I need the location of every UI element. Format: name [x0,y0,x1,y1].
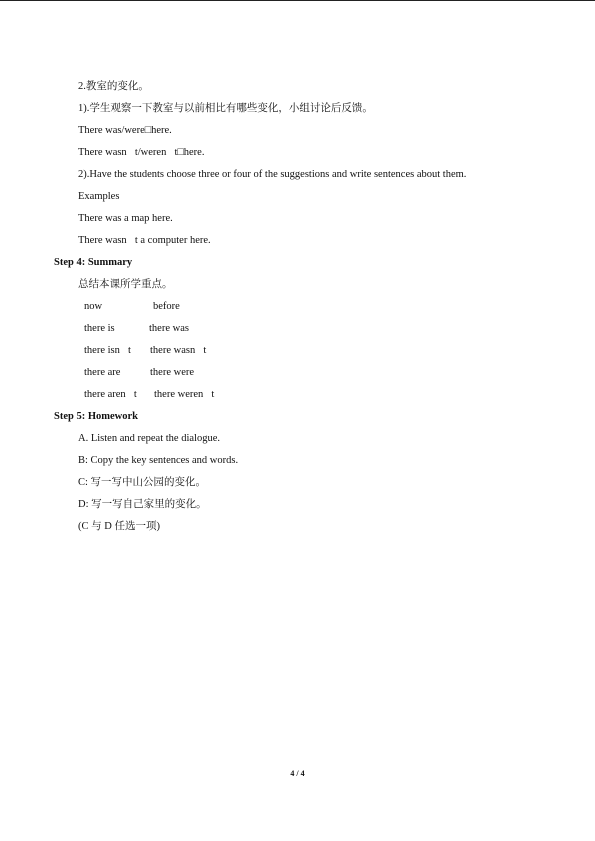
pattern-1: There was/were□here. [78,125,172,136]
page-number: 4 / 4 [290,769,305,778]
step-4-intro: 总结本课所学重点。 [78,279,173,290]
pattern-2: There wasn t/weren t□here. [78,147,205,158]
summary-before-cell: there were [150,367,195,378]
summary-now-cell: now [84,301,103,312]
item-2-text: 2).Have the students choose three or four of the suggestions and write sentences about them. [78,169,467,180]
summary-before-cell: there was [149,323,189,334]
example-2: There wasn t a computer here. [78,235,211,246]
summary-now-cell: there aren t [84,389,137,400]
summary-now-cell: there are [84,367,121,378]
item-1-text: 1).学生观察一下教室与以前相比有哪些变化，小组讨论后反馈。 [78,103,373,114]
homework-item: D: 写一写自己家里的变化。 [78,499,207,510]
summary-now-cell: there is [84,323,115,334]
summary-before-cell: there weren t [154,389,215,400]
section-title: 2.教室的变化。 [78,81,149,92]
summary-before-cell: there wasn t [150,345,207,356]
step-4-heading: Step 4: Summary [54,257,133,268]
examples-label: Examples [78,191,120,202]
summary-before-cell: before [153,301,180,312]
summary-now-cell: there isn t [84,345,131,356]
example-1: There was a map here. [78,213,173,224]
homework-item: C: 写一写中山公园的变化。 [78,477,207,488]
homework-note: (C 与 D 任选一项) [78,521,160,532]
step-5-heading: Step 5: Homework [54,411,138,422]
homework-item: B: Copy the key sentences and words. [78,455,239,466]
homework-item: A. Listen and repeat the dialogue. [78,433,220,444]
